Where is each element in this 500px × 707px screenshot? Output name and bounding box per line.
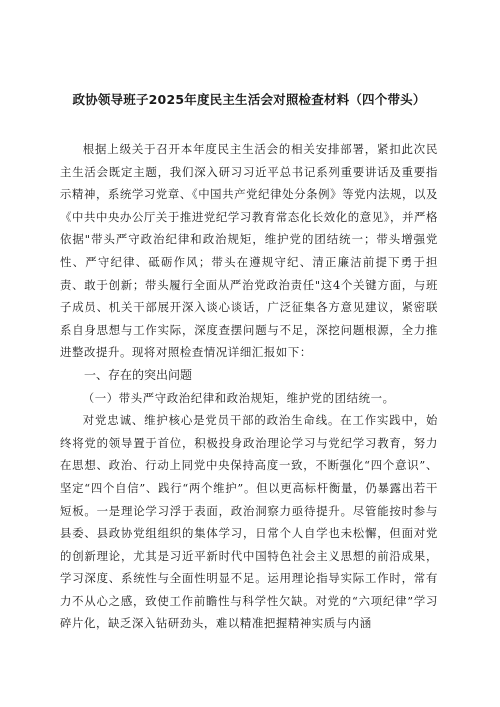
subsection-heading: （一）带头严守政治纪律和政治规矩，维护党的团结统一。 bbox=[82, 390, 395, 405]
section-heading: 一、存在的突出问题 bbox=[84, 367, 193, 382]
document-title: 政协领导班子2025年度民主生活会对照检查材料（四个带头） bbox=[72, 92, 426, 107]
body-paragraph: 对党忠诚、维护核心是党员干部的政治生命线。在工作实践中，始终将党的领导置于首位，积极投身政治理论学习与党纪学习教育，努力在思想、政治、行动上同党中央保持高度一致，不断强化“四个意识”、坚定“四个自信”、践行“两个维护”。但以更高标杆衡量，仍暴露出若干短板。一是理论学习浮于表面，政治洞察力亟待提升。尽管能按时参与县委、县政协党组组织的集体学习，日常个人自学也未松懈，但面对党的创新理论，尤其是习近平新时代中国特色社会主义思想的前沿成果，学习深度、系统性与全面性明显不足。运用理论指导实际工作时，常有力不从心之感，致使工作前瞻性与科学性欠缺。对党的“六项纪律”学习碎片化，缺乏深入钻研劲头，难以精准把握精神实质与内涵 bbox=[60, 413, 438, 631]
intro-paragraph: 根据上级关于召开本年度民主生活会的相关安排部署，紧扣此次民主生活会既定主题，我们深入研习习近平总书记系列重要讲话及重要指示精神，系统学习党章、《中国共产党纪律处分条例》等党内法规，以及《中共中央办公厅关于推进党纪学习教育常态化长效化的意见》，并严格依据"带头严守政治纪律和政治规矩，维护党的团结统一；带头增强党性、严守纪律、砥砺作风；带头在遵规守纪、清正廉洁前提下勇于担责、敢于创新；带头履行全面从严治党政治责任"这4个关键方面，与班子成员、机关干部展开深入谈心谈话，广泛征集各方意见建议，紧密联系自身思想与工作实际，深度查摆问题与不足，深挖问题根源，全力推进整改提升。现将对照检查情况详细汇报如下： bbox=[60, 142, 439, 360]
